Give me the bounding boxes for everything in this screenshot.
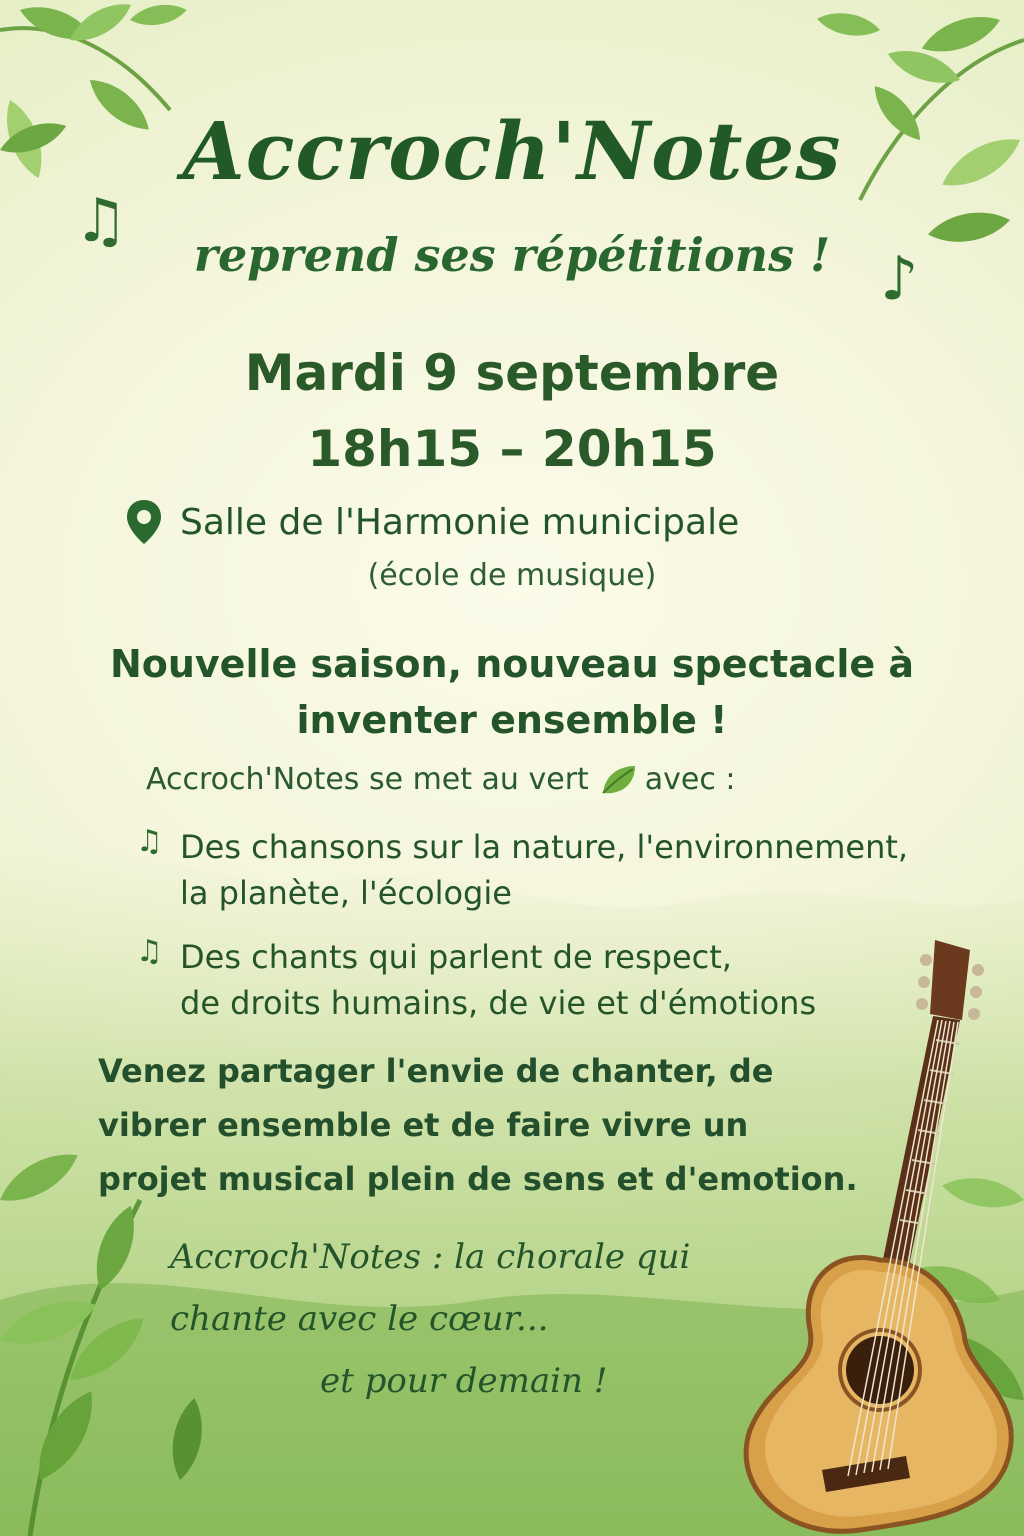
event-date: Mardi 9 septembre bbox=[244, 344, 780, 402]
intro bbox=[146, 762, 736, 797]
intro-text: Accroch'Notes se met au vert bbox=[146, 762, 589, 797]
poster-subtitle: reprend ses répétitions ! bbox=[193, 228, 831, 282]
closing-line-1: Venez partager l'envie de chanter, de bbox=[98, 1052, 774, 1090]
slogan-line-1: Accroch'Notes : la chorale qui bbox=[170, 1237, 691, 1277]
event-time: 18h15 – 20h15 bbox=[307, 420, 717, 478]
headline bbox=[0, 636, 1024, 748]
venue-name: Salle de l'Harmonie municipale bbox=[180, 501, 740, 543]
venue-row bbox=[124, 498, 924, 546]
list-item bbox=[136, 934, 816, 1026]
leaf-icon bbox=[599, 763, 639, 797]
music-note-bullet-icon: ♫ bbox=[136, 934, 163, 969]
intro-text-end: avec : bbox=[644, 762, 736, 797]
bullet-2-line-1: Des chants qui parlent de respect, bbox=[180, 938, 732, 976]
guitar-illustration bbox=[730, 930, 1020, 1536]
music-note-right-icon: ♪ bbox=[880, 244, 919, 314]
closing-line-3: projet musical plein de sens et d'emotion. bbox=[98, 1160, 858, 1198]
slogan bbox=[170, 1226, 690, 1412]
slogan-line-2: chante avec le cœur... bbox=[170, 1299, 549, 1339]
headline-line-1: Nouvelle saison, nouveau spectacle à bbox=[109, 642, 915, 686]
headline-line-2: inventer ensemble ! bbox=[296, 698, 728, 742]
list-item bbox=[136, 824, 908, 916]
map-pin-icon bbox=[124, 498, 164, 546]
closing-line-2: vibrer ensemble et de faire vivre un bbox=[98, 1106, 749, 1144]
bullet-1-line-1: Des chansons sur la nature, l'environnement, bbox=[180, 828, 909, 866]
music-note-bullet-icon: ♫ bbox=[136, 824, 163, 859]
bullet-2-line-2: de droits humains, de vie et d'émotions bbox=[180, 984, 817, 1022]
venue-detail: (école de musique) bbox=[367, 558, 657, 593]
poster-title: Accroch'Notes bbox=[182, 104, 842, 198]
bullet-1-line-2: la planète, l'écologie bbox=[180, 874, 512, 912]
slogan-line-3: et pour demain ! bbox=[320, 1361, 608, 1401]
music-note-left-icon: ♫ bbox=[74, 186, 128, 256]
